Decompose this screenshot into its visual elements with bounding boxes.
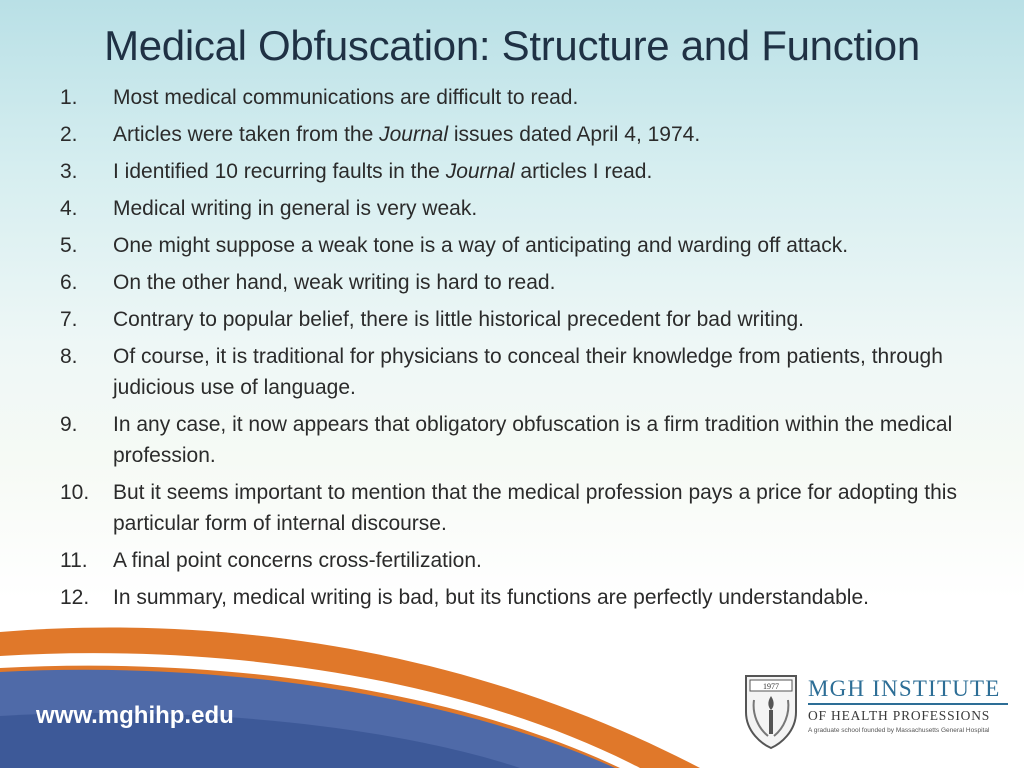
item-text: In summary, medical writing is bad, but its functions are perfectly understandable. bbox=[113, 586, 869, 609]
item-text: Contrary to popular belief, there is little historical precedent for bad writing. bbox=[113, 308, 805, 331]
item-text: On the other hand, weak writing is hard to read. bbox=[113, 271, 556, 294]
institution-logo bbox=[740, 670, 1010, 750]
item-number: 4. bbox=[60, 197, 78, 220]
logo-tagline: A graduate school founded by Massachusetts General Hospital bbox=[808, 727, 990, 734]
item-text-after: articles I read. bbox=[514, 160, 653, 183]
item-number: 5. bbox=[60, 234, 78, 257]
item-number: 7. bbox=[60, 308, 78, 331]
item-text: In any case, it now appears that obligatory obfuscation is a firm tradition within the medical profession. bbox=[113, 413, 953, 467]
list-item bbox=[58, 341, 958, 403]
item-text-before: I identified 10 recurring faults in the bbox=[113, 160, 446, 183]
list-item bbox=[58, 582, 958, 613]
logo-text bbox=[808, 676, 1008, 734]
logo-subtitle: OF HEALTH PROFESSIONS bbox=[808, 708, 991, 723]
seal-year: 1977 bbox=[763, 682, 779, 691]
item-text: Medical writing in general is very weak. bbox=[113, 197, 478, 220]
item-number: 3. bbox=[60, 160, 78, 183]
list-item bbox=[58, 230, 958, 261]
list-item bbox=[58, 545, 958, 576]
item-text: Of course, it is traditional for physicians to conceal their knowledge from patients, through judicious use of language. bbox=[113, 345, 943, 399]
points-list bbox=[58, 82, 958, 619]
item-text-italic: Journal bbox=[379, 123, 448, 146]
list-item bbox=[58, 156, 958, 187]
logo-institute-name: MGH INSTITUTE bbox=[808, 676, 1008, 705]
item-number: 6. bbox=[60, 271, 78, 294]
item-text: A final point concerns cross-fertilization. bbox=[113, 549, 482, 572]
item-number: 1. bbox=[60, 86, 78, 109]
list-item bbox=[58, 82, 958, 113]
item-number: 8. bbox=[60, 345, 78, 368]
item-number: 2. bbox=[60, 123, 78, 146]
slide-title: Medical Obfuscation: Structure and Function bbox=[104, 22, 920, 69]
item-number: 10. bbox=[60, 481, 90, 504]
list-item bbox=[58, 477, 958, 539]
torch-seal-icon bbox=[740, 670, 802, 750]
item-text-before: Articles were taken from the bbox=[113, 123, 380, 146]
item-number: 12. bbox=[60, 586, 90, 609]
list-item bbox=[58, 304, 958, 335]
item-text-italic: Journal bbox=[445, 160, 515, 183]
item-text-after: issues dated April 4, 1974. bbox=[448, 123, 701, 146]
list-item bbox=[58, 409, 958, 471]
list-item bbox=[58, 193, 958, 224]
website-link[interactable]: www.mghihp.edu bbox=[36, 702, 234, 729]
list-item bbox=[58, 267, 958, 298]
item-text: But it seems important to mention that the medical profession pays a price for adopting this particular form of internal discourse. bbox=[113, 481, 957, 535]
item-text: Most medical communications are difficult to read. bbox=[113, 86, 579, 109]
item-number: 9. bbox=[60, 413, 78, 436]
list-item bbox=[58, 119, 958, 150]
item-number: 11. bbox=[60, 549, 88, 572]
item-text: One might suppose a weak tone is a way of anticipating and warding off attack. bbox=[113, 234, 849, 257]
